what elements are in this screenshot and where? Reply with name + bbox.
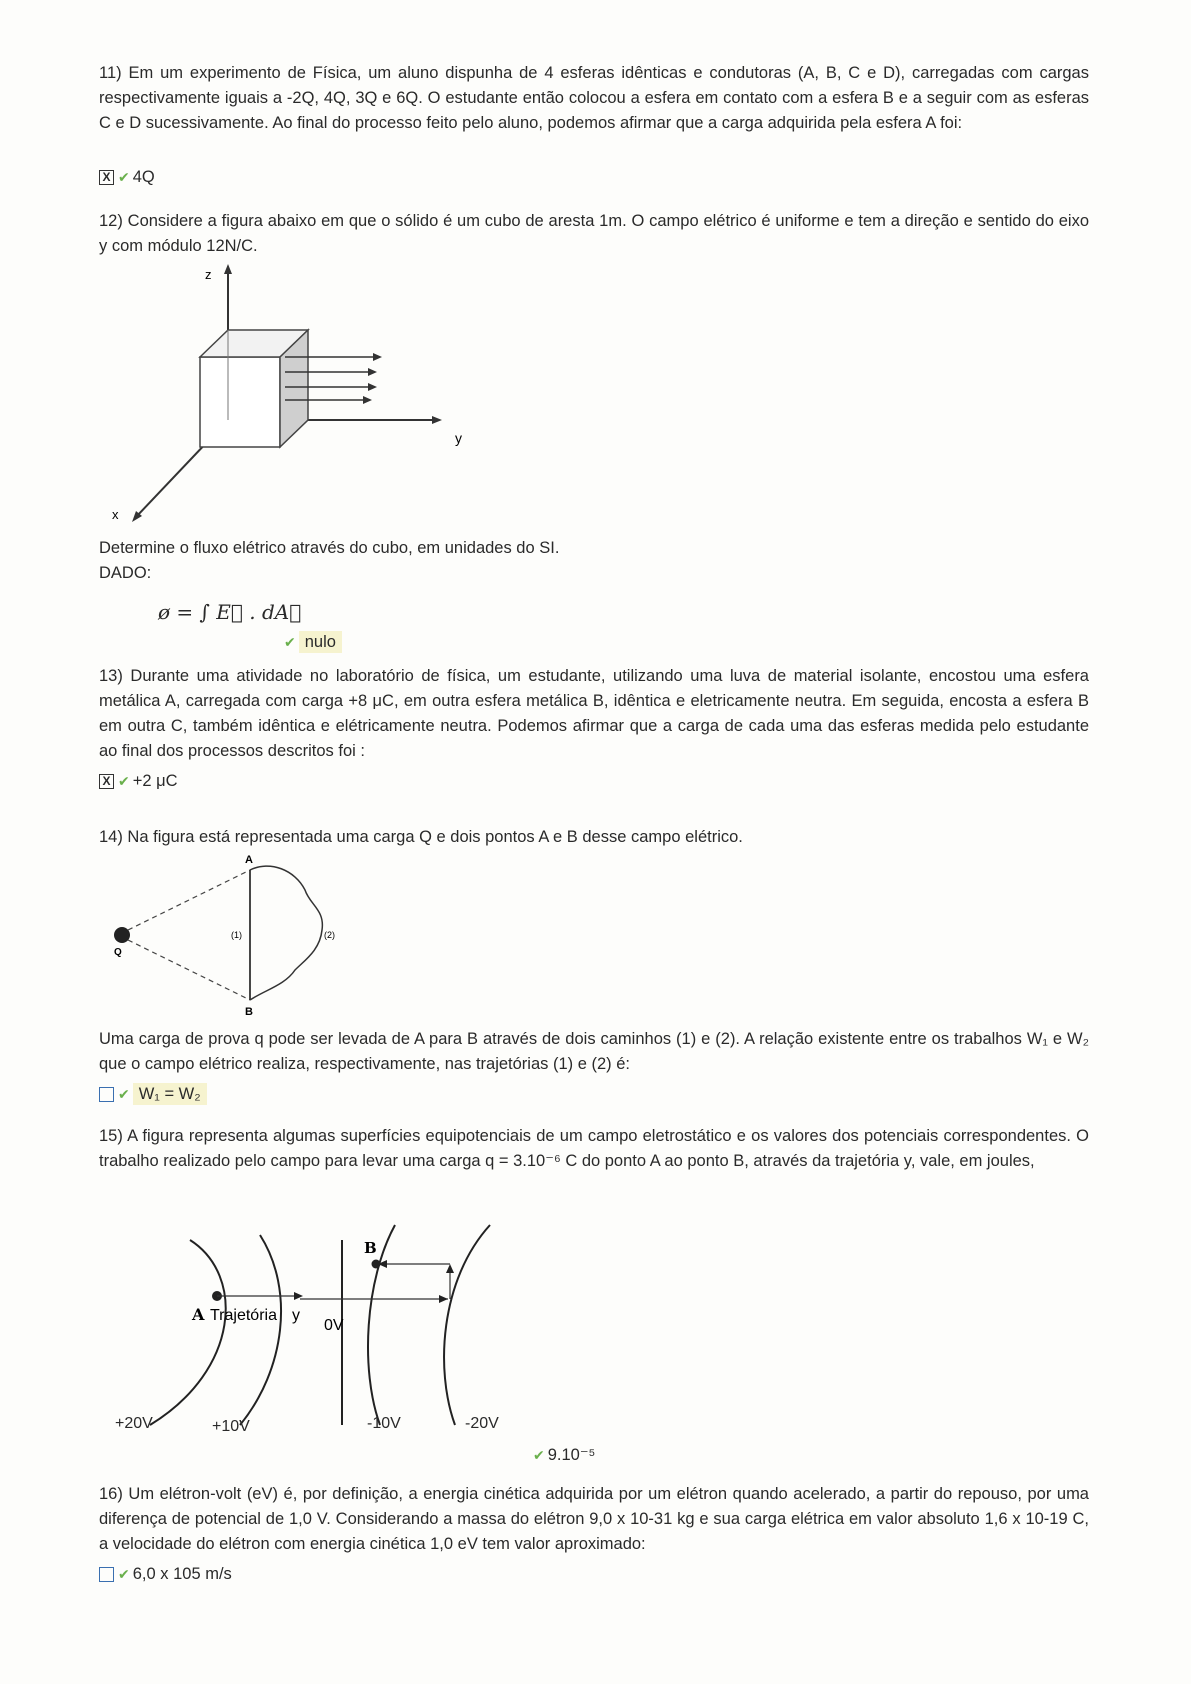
answer-14 — [99, 1083, 207, 1105]
axis-x-label: x — [112, 507, 119, 522]
path-1-label: (1) — [231, 930, 242, 940]
charge-q-label: Q — [114, 947, 122, 958]
checkbox-empty[interactable] — [99, 1087, 114, 1102]
checkbox-empty[interactable] — [99, 1567, 114, 1582]
axis-z-label: z — [205, 267, 212, 282]
question-16: 16) Um elétron-volt (eV) é, por definição, a energia cinética adquirida por um elétron quando acelerado, a partir do repouso, por uma diferença de potencial de 1,0 V. Considerando a massa do elétron 9,0 x 10-31 kg e sua carga elétrica em valor absoluto 1,6 x 10-19 C, a velocidade do elétron com energia cinética 1,0 eV tem valor aproximado: — [99, 1485, 1089, 1553]
question-14: 14) Na figura está representada uma carga Q e dois pontos A e B desse campo elétrico. — [99, 828, 743, 846]
question-12: 12) Considere a figura abaixo em que o sólido é um cubo de aresta 1m. O campo elétrico é uniforme e tem a direção e sentido do eixo y com módulo 12N/C. — [99, 212, 1089, 255]
check-icon: ✔ — [533, 1447, 545, 1463]
flux-formula: ø = ∫ E⃗ . dA⃗ — [158, 600, 302, 624]
cube-figure — [110, 262, 480, 532]
answer-11 — [99, 166, 155, 188]
potential-10: +10V — [212, 1418, 250, 1435]
point-b-label: B — [245, 1006, 253, 1018]
trajectory-label: Trajetória — [210, 1307, 277, 1324]
answer-15-text: 9.10⁻⁵ — [547, 1446, 596, 1464]
path-2-label: (2) — [324, 930, 335, 940]
point-a-label: A — [245, 854, 253, 866]
answer-14-text: W₁ = W₂ — [133, 1083, 207, 1105]
point-b-label: B — [364, 1239, 377, 1257]
question-15: 15) A figura representa algumas superfícies equipotenciais de um campo eletrostático e os valores dos potenciais correspondentes. O trabalho realizado pelo campo para levar uma carga q = 3.10⁻⁶ C do ponto A ao ponto B, através da trajetória y, vale, em joules, — [99, 1127, 1089, 1170]
checkbox-marked[interactable]: X — [99, 774, 114, 789]
check-icon: ✔ — [284, 634, 296, 650]
answer-16-text: 6,0 x 105 m/s — [132, 1565, 232, 1583]
question-14-prompt: Uma carga de prova q pode ser levada de A para B através de dois caminhos (1) e (2). A relação existente entre os trabalhos W₁ e W₂ que o campo elétrico realiza, respectivamente, nas trajetórias (1) e (2) é: — [99, 1030, 1089, 1073]
dado-label: DADO: — [99, 564, 152, 582]
answer-11-text: 4Q — [132, 168, 155, 186]
potential-minus-10: -10V — [367, 1415, 401, 1432]
answer-16 — [99, 1563, 232, 1585]
axis-y-label: y — [455, 430, 462, 446]
trajectory-y-label: y — [292, 1307, 300, 1324]
question-13: 13) Durante uma atividade no laboratório de física, um estudante, utilizando uma luva de material isolante, encostou uma esfera metálica A, carregada com carga +8 μC, em outra esfera metálica B, idêntica e eletricamente neutra. Em seguida, encosta a esfera B em outra C, também idêntica e elétricamente neutra. Podemos afirmar que a carga de cada uma das esferas medida pelo estudante ao final dos processos descritos foi : — [99, 667, 1089, 760]
answer-13-text: +2 μC — [132, 772, 178, 790]
question-12-prompt: Determine o fluxo elétrico através do cubo, em unidades do SI. — [99, 539, 560, 557]
point-a-label: A — [192, 1305, 205, 1324]
answer-12 — [284, 631, 342, 653]
question-11: 11) Em um experimento de Física, um aluno dispunha de 4 esferas idênticas e condutoras (A, B, C e D), carregadas com cargas respectivamente iguais a -2Q, 4Q, 3Q e 6Q. O estudante então colocou a esfera em contato com a esfera B e a seguir com as esferas C e D sucessivamente. Ao final do processo feito pelo aluno, podemos afirmar que a carga adquirida pela esfera A foi: — [99, 64, 1089, 132]
potential-minus-20: -20V — [465, 1415, 499, 1432]
check-icon: ✔ — [118, 1566, 130, 1582]
check-icon: ✔ — [118, 1086, 130, 1102]
checkbox-marked[interactable]: X — [99, 170, 114, 185]
answer-12-text: nulo — [299, 631, 342, 653]
answer-13 — [99, 770, 178, 792]
check-icon: ✔ — [118, 169, 130, 185]
check-icon: ✔ — [118, 773, 130, 789]
equipotential-figure — [110, 1220, 530, 1440]
potential-20: +20V — [115, 1415, 153, 1432]
zero-volt-label: 0V — [324, 1317, 344, 1334]
charge-paths-figure — [100, 850, 360, 1020]
answer-15 — [533, 1444, 595, 1466]
